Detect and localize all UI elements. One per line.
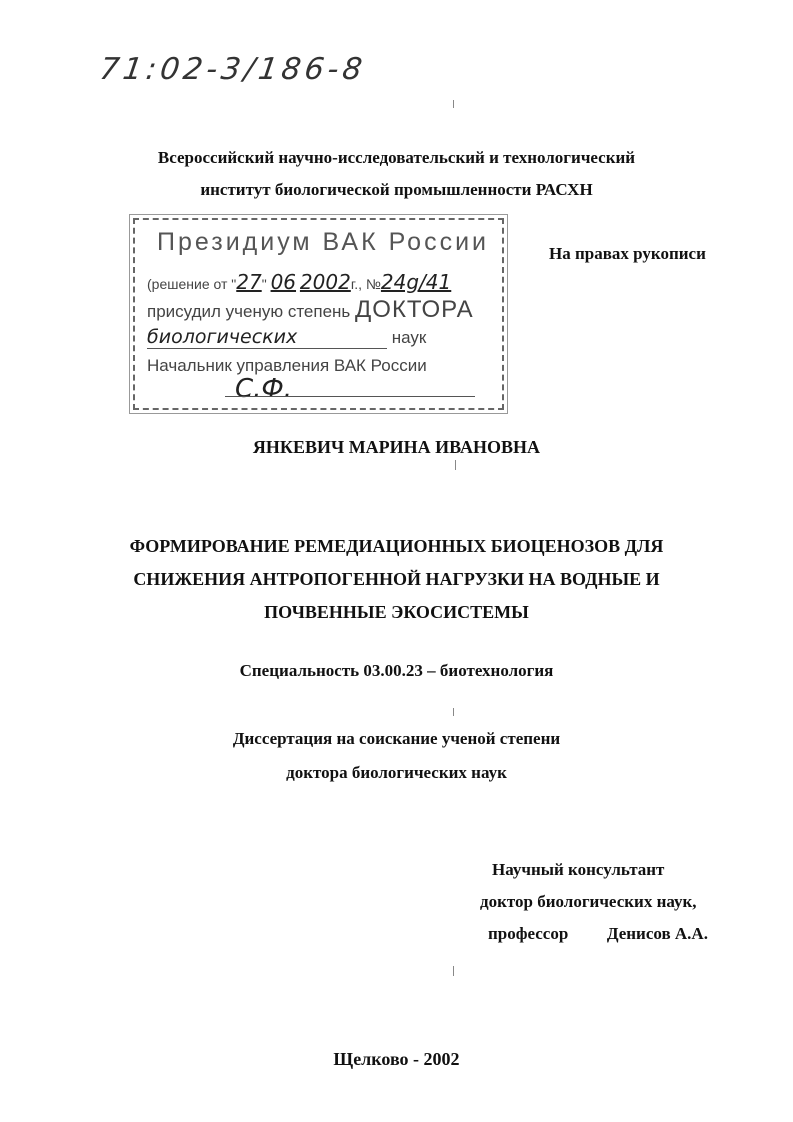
consultant-name: Денисов А.А. [606, 924, 708, 943]
stamp-decision: (решение от "27" 06 2002г., №24g/41 [147, 270, 452, 294]
consultant-degree: доктор биологических наук, [480, 892, 697, 911]
author-name: ЯНКЕВИЧ МАРИНА ИВАНОВНА [252, 437, 541, 457]
stamp-degree: ДОКТОРА [355, 296, 474, 323]
stamp-signature: С.Ф. [235, 374, 293, 404]
title-line-2: СНИЖЕНИЯ АНТРОПОГЕННОЙ НАГРУЗКИ НА ВОДНЫЕ И [133, 569, 660, 589]
scan-speck [453, 100, 454, 108]
consultant-block [470, 854, 760, 950]
stamp-title: Президиум ВАК России [157, 228, 489, 256]
stamp-head: Начальник управления ВАК России [147, 356, 427, 375]
consultant-label: Научный консультант [492, 860, 665, 879]
institution-block [0, 142, 793, 206]
archive-number: 71:02-3/186-8 [97, 52, 369, 87]
stamp-signature-rule [225, 396, 475, 397]
stamp-decision-prefix: решение от [151, 276, 228, 292]
title-line-3: ПОЧВЕННЫЕ ЭКОСИСТЕМЫ [264, 602, 529, 622]
stamp-decision-month: 06 [270, 270, 297, 294]
consultant-rank: профессор [488, 924, 569, 943]
stamp-decision-day: 27 [236, 270, 262, 294]
institution-line-2: институт биологической промышленности РАСХН [200, 180, 593, 199]
institution-line-1: Всероссийский научно-исследовательский и технологический [157, 148, 636, 167]
scan-speck [453, 708, 454, 716]
city-year: Щелково - 2002 [333, 1049, 460, 1069]
scan-speck [453, 966, 454, 976]
stamp-decision-year: 2002 [299, 270, 351, 294]
dissertation-degree [0, 722, 793, 790]
vak-stamp [133, 218, 504, 410]
stamp-num-prefix: № [365, 276, 381, 292]
title-line-1: ФОРМИРОВАНИЕ РЕМЕДИАЦИОННЫХ БИОЦЕНОЗОВ ДЛЯ [129, 536, 664, 556]
stamp-decision-number: 24g/41 [380, 270, 452, 294]
consultant-rank-name [470, 918, 760, 950]
stamp-award [147, 296, 474, 324]
stamp-science [147, 326, 487, 349]
stamp-science-handwritten: биологических [147, 326, 387, 349]
scan-speck [455, 460, 456, 470]
specialty: Специальность 03.00.23 – биотехнология [239, 661, 554, 680]
stamp-awarded-prefix: присудил ученую степень [147, 302, 351, 321]
dissertation-line-1: Диссертация на соискание ученой степени [232, 729, 561, 748]
stamp-science-suffix: наук [391, 328, 427, 347]
stamp-year-suffix: г., [350, 276, 362, 292]
manuscript-rights: На правах рукописи [549, 244, 706, 263]
dissertation-line-2: доктора биологических наук [286, 763, 507, 782]
dissertation-title [0, 530, 793, 629]
